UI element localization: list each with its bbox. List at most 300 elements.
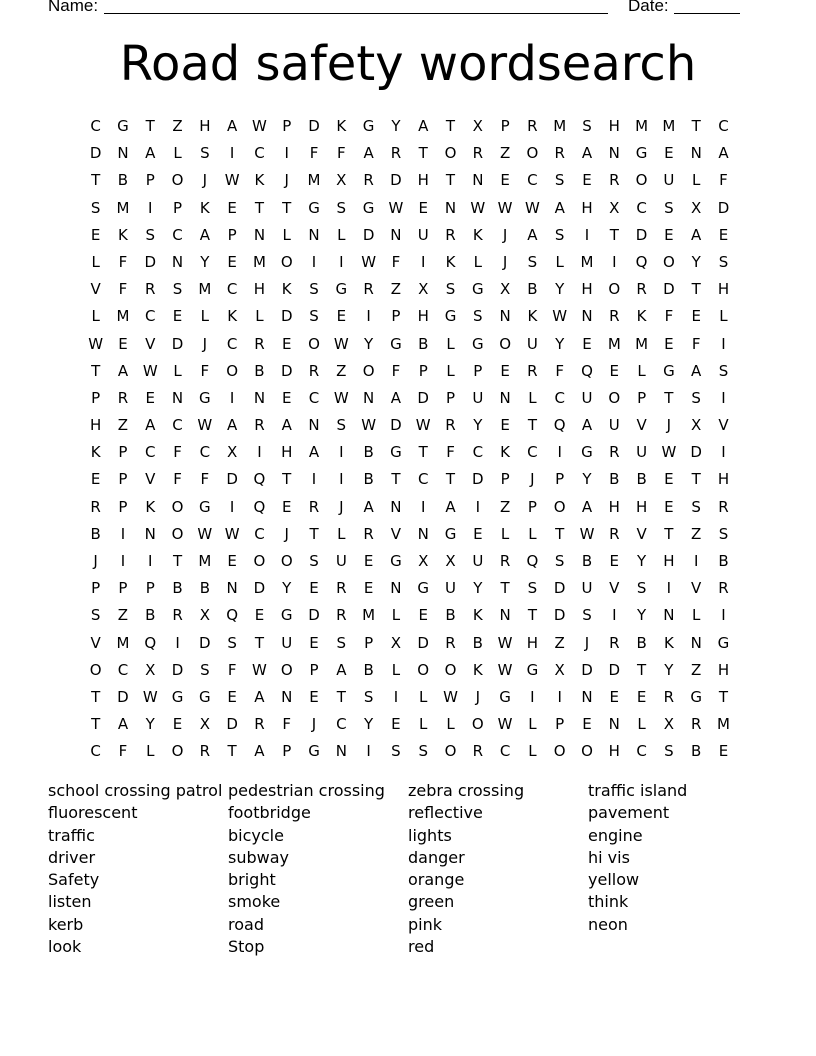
- grid-letter[interactable]: P: [227, 225, 237, 244]
- grid-letter[interactable]: N: [499, 606, 511, 625]
- grid-letter[interactable]: S: [554, 171, 565, 190]
- grid-letter[interactable]: H: [90, 416, 102, 435]
- grid-letter[interactable]: W: [579, 524, 595, 543]
- grid-letter[interactable]: E: [145, 388, 155, 407]
- grid-letter[interactable]: S: [582, 606, 592, 625]
- grid-letter[interactable]: T: [172, 552, 183, 570]
- grid-letter[interactable]: O: [662, 252, 675, 271]
- grid-letter[interactable]: M: [362, 606, 376, 625]
- grid-letter[interactable]: X: [445, 552, 456, 570]
- grid-letter[interactable]: N: [499, 307, 511, 326]
- grid-letter[interactable]: D: [690, 443, 702, 462]
- grid-letter[interactable]: K: [636, 307, 647, 326]
- grid-letter[interactable]: J: [311, 715, 317, 734]
- grid-letter[interactable]: R: [445, 633, 456, 652]
- grid-letter[interactable]: E: [281, 388, 292, 407]
- grid-letter[interactable]: C: [226, 280, 238, 299]
- grid-letter[interactable]: I: [175, 633, 180, 652]
- grid-letter[interactable]: L: [528, 524, 537, 543]
- grid-letter[interactable]: M: [252, 252, 266, 271]
- grid-letter[interactable]: T: [691, 280, 701, 299]
- grid-letter[interactable]: Q: [553, 416, 566, 435]
- grid-letter[interactable]: N: [308, 225, 320, 244]
- grid-letter[interactable]: B: [609, 470, 620, 489]
- grid-letter[interactable]: T: [309, 524, 319, 543]
- grid-letter[interactable]: Y: [582, 470, 592, 489]
- grid-letter[interactable]: V: [145, 470, 156, 489]
- grid-letter[interactable]: M: [717, 715, 730, 734]
- grid-letter[interactable]: A: [581, 416, 593, 435]
- grid-letter[interactable]: I: [721, 334, 726, 353]
- grid-letter[interactable]: R: [254, 416, 265, 435]
- grid-letter[interactable]: D: [581, 660, 593, 679]
- grid-letter[interactable]: E: [664, 225, 674, 244]
- grid-letter[interactable]: D: [390, 171, 402, 190]
- grid-letter[interactable]: N: [144, 524, 156, 543]
- grid-letter[interactable]: R: [472, 742, 484, 761]
- grid-letter[interactable]: S: [336, 633, 347, 652]
- grid-letter[interactable]: A: [117, 715, 129, 734]
- grid-letter[interactable]: J: [202, 171, 208, 190]
- grid-letter[interactable]: R: [690, 715, 702, 734]
- grid-letter[interactable]: T: [637, 660, 647, 679]
- grid-letter[interactable]: T: [391, 470, 401, 489]
- grid-letter[interactable]: X: [691, 416, 702, 435]
- grid-letter[interactable]: I: [366, 307, 371, 326]
- grid-letter[interactable]: S: [200, 660, 210, 679]
- grid-letter[interactable]: W: [470, 198, 486, 217]
- grid-letter[interactable]: D: [226, 715, 238, 734]
- grid-letter[interactable]: X: [418, 280, 429, 299]
- grid-letter[interactable]: H: [199, 117, 211, 135]
- grid-letter[interactable]: Y: [364, 334, 374, 353]
- grid-letter[interactable]: P: [118, 470, 128, 489]
- grid-letter[interactable]: E: [118, 334, 128, 353]
- grid-letter[interactable]: Q: [253, 470, 266, 489]
- grid-letter[interactable]: A: [581, 497, 593, 516]
- grid-letter[interactable]: F: [173, 443, 182, 462]
- grid-letter[interactable]: L: [500, 524, 510, 543]
- grid-letter[interactable]: O: [171, 524, 184, 543]
- grid-letter[interactable]: P: [145, 171, 155, 190]
- grid-letter[interactable]: X: [499, 280, 511, 299]
- grid-letter[interactable]: D: [472, 470, 484, 489]
- grid-letter[interactable]: H: [281, 443, 293, 462]
- grid-letter[interactable]: R: [254, 334, 265, 353]
- grid-letter[interactable]: I: [339, 470, 344, 489]
- grid-letter[interactable]: G: [362, 117, 375, 135]
- grid-letter[interactable]: E: [90, 225, 101, 244]
- grid-letter[interactable]: Y: [200, 252, 210, 271]
- grid-letter[interactable]: P: [173, 198, 183, 217]
- grid-letter[interactable]: W: [333, 388, 349, 407]
- grid-letter[interactable]: B: [90, 524, 101, 543]
- grid-letter[interactable]: R: [609, 633, 620, 652]
- grid-letter[interactable]: R: [308, 361, 320, 380]
- grid-letter[interactable]: V: [691, 579, 702, 598]
- grid-letter[interactable]: A: [718, 144, 729, 163]
- grid-letter[interactable]: O: [635, 171, 648, 190]
- grid-letter[interactable]: S: [90, 198, 101, 217]
- grid-letter[interactable]: E: [172, 715, 183, 734]
- grid-letter[interactable]: P: [364, 633, 374, 652]
- grid-letter[interactable]: P: [145, 579, 155, 598]
- grid-letter[interactable]: I: [229, 497, 235, 516]
- grid-letter[interactable]: S: [445, 280, 456, 299]
- grid-letter[interactable]: C: [472, 443, 484, 462]
- grid-letter[interactable]: S: [664, 198, 674, 217]
- grid-letter[interactable]: U: [526, 334, 538, 353]
- grid-letter[interactable]: S: [145, 225, 155, 244]
- grid-letter[interactable]: T: [527, 416, 537, 435]
- grid-letter[interactable]: M: [580, 252, 594, 271]
- grid-letter[interactable]: A: [254, 742, 265, 761]
- grid-letter[interactable]: H: [608, 742, 620, 761]
- grid-letter[interactable]: X: [199, 606, 210, 625]
- grid-letter[interactable]: Y: [555, 334, 565, 353]
- grid-letter[interactable]: R: [527, 361, 538, 380]
- grid-letter[interactable]: P: [500, 470, 510, 489]
- grid-letter[interactable]: O: [417, 660, 430, 679]
- grid-letter[interactable]: H: [417, 171, 429, 190]
- grid-letter[interactable]: C: [527, 171, 538, 190]
- grid-letter[interactable]: F: [118, 742, 128, 761]
- grid-letter[interactable]: F: [446, 443, 455, 462]
- grid-letter[interactable]: E: [254, 606, 265, 625]
- grid-letter[interactable]: N: [253, 225, 266, 244]
- grid-letter[interactable]: A: [227, 117, 238, 135]
- grid-letter[interactable]: G: [663, 361, 675, 380]
- grid-letter[interactable]: L: [528, 388, 537, 407]
- grid-letter[interactable]: B: [117, 171, 129, 190]
- grid-letter[interactable]: N: [444, 198, 457, 217]
- grid-letter[interactable]: E: [309, 579, 319, 598]
- grid-letter[interactable]: B: [472, 633, 483, 652]
- grid-letter[interactable]: G: [471, 280, 484, 299]
- grid-letter[interactable]: N: [171, 388, 184, 407]
- grid-letter[interactable]: W: [552, 307, 568, 326]
- grid-letter[interactable]: D: [308, 606, 320, 625]
- grid-letter[interactable]: P: [118, 443, 128, 462]
- grid-letter[interactable]: W: [415, 416, 431, 435]
- grid-letter[interactable]: W: [197, 416, 213, 435]
- grid-letter[interactable]: R: [718, 579, 729, 598]
- grid-letter[interactable]: L: [173, 144, 182, 163]
- grid-letter[interactable]: P: [500, 117, 510, 135]
- grid-letter[interactable]: L: [419, 687, 428, 706]
- grid-letter[interactable]: I: [475, 497, 481, 516]
- grid-letter[interactable]: O: [253, 552, 266, 570]
- grid-letter[interactable]: N: [390, 497, 402, 516]
- grid-letter[interactable]: U: [417, 225, 429, 244]
- grid-letter[interactable]: U: [472, 388, 484, 407]
- grid-letter[interactable]: P: [418, 361, 428, 380]
- grid-letter[interactable]: K: [445, 252, 456, 271]
- grid-letter[interactable]: S: [309, 552, 319, 570]
- grid-letter[interactable]: V: [636, 416, 647, 435]
- grid-letter[interactable]: I: [584, 225, 590, 244]
- grid-letter[interactable]: H: [608, 117, 620, 135]
- grid-letter[interactable]: X: [691, 198, 702, 217]
- grid-letter[interactable]: Z: [691, 660, 702, 679]
- grid-letter[interactable]: E: [227, 198, 237, 217]
- grid-letter[interactable]: S: [664, 742, 674, 761]
- grid-letter[interactable]: O: [581, 742, 593, 761]
- grid-letter[interactable]: R: [499, 552, 511, 570]
- grid-letter[interactable]: H: [663, 552, 675, 570]
- grid-letter[interactable]: N: [171, 252, 184, 271]
- grid-letter[interactable]: W: [224, 524, 240, 543]
- grid-letter[interactable]: L: [719, 307, 728, 326]
- grid-letter[interactable]: K: [663, 633, 674, 652]
- grid-letter[interactable]: Z: [117, 606, 129, 625]
- grid-letter[interactable]: D: [553, 579, 566, 598]
- grid-letter[interactable]: S: [691, 388, 701, 407]
- grid-letter[interactable]: Y: [391, 117, 401, 135]
- grid-letter[interactable]: L: [200, 307, 210, 326]
- grid-letter[interactable]: F: [200, 470, 210, 489]
- grid-letter[interactable]: V: [145, 334, 156, 353]
- grid-letter[interactable]: O: [308, 334, 320, 353]
- grid-letter[interactable]: E: [336, 307, 347, 326]
- grid-letter[interactable]: W: [224, 171, 240, 190]
- grid-letter[interactable]: D: [253, 579, 266, 598]
- grid-letter[interactable]: D: [390, 416, 402, 435]
- grid-letter[interactable]: C: [199, 443, 211, 462]
- grid-letter[interactable]: T: [91, 715, 101, 734]
- grid-letter[interactable]: O: [499, 334, 511, 353]
- grid-letter[interactable]: O: [280, 660, 293, 679]
- grid-letter[interactable]: O: [171, 742, 184, 761]
- grid-letter[interactable]: K: [472, 660, 483, 679]
- grid-letter[interactable]: G: [390, 552, 402, 570]
- grid-letter[interactable]: M: [635, 334, 649, 353]
- grid-letter[interactable]: B: [172, 579, 183, 598]
- grid-letter[interactable]: N: [253, 388, 266, 407]
- grid-letter[interactable]: K: [199, 198, 210, 217]
- grid-letter[interactable]: F: [118, 252, 128, 271]
- grid-letter[interactable]: O: [89, 660, 102, 679]
- grid-letter[interactable]: H: [717, 470, 730, 489]
- grid-letter[interactable]: F: [391, 361, 401, 380]
- grid-letter[interactable]: G: [581, 443, 593, 462]
- grid-letter[interactable]: M: [198, 280, 212, 299]
- grid-letter[interactable]: I: [721, 443, 726, 462]
- grid-letter[interactable]: U: [608, 416, 620, 435]
- grid-letter[interactable]: S: [336, 198, 347, 217]
- grid-letter[interactable]: G: [444, 307, 457, 326]
- grid-letter[interactable]: L: [555, 252, 564, 271]
- grid-letter[interactable]: T: [609, 225, 619, 244]
- grid-letter[interactable]: A: [281, 416, 292, 435]
- grid-letter[interactable]: E: [500, 171, 510, 190]
- grid-letter[interactable]: V: [609, 579, 620, 598]
- grid-letter[interactable]: Z: [336, 361, 347, 380]
- grid-letter[interactable]: V: [390, 524, 402, 543]
- grid-letter[interactable]: G: [471, 334, 484, 353]
- grid-letter[interactable]: A: [691, 225, 702, 244]
- grid-letter[interactable]: S: [418, 742, 428, 761]
- grid-letter[interactable]: Y: [473, 416, 483, 435]
- grid-letter[interactable]: H: [717, 280, 730, 299]
- grid-letter[interactable]: E: [309, 633, 319, 652]
- grid-letter[interactable]: H: [635, 497, 648, 516]
- grid-letter[interactable]: Y: [664, 660, 674, 679]
- grid-letter[interactable]: L: [146, 742, 155, 761]
- grid-letter[interactable]: X: [336, 171, 347, 190]
- grid-letter[interactable]: D: [663, 280, 675, 299]
- grid-letter[interactable]: J: [584, 633, 590, 652]
- grid-letter[interactable]: F: [391, 252, 401, 271]
- grid-letter[interactable]: F: [337, 144, 346, 163]
- grid-letter[interactable]: H: [581, 198, 593, 217]
- grid-letter[interactable]: T: [336, 687, 346, 706]
- grid-letter[interactable]: L: [528, 715, 537, 734]
- grid-letter[interactable]: E: [281, 334, 292, 353]
- grid-letter[interactable]: P: [555, 715, 565, 734]
- grid-letter[interactable]: R: [363, 171, 374, 190]
- grid-letter[interactable]: T: [691, 117, 701, 135]
- grid-letter[interactable]: I: [420, 497, 426, 516]
- grid-letter[interactable]: A: [581, 144, 593, 163]
- grid-letter[interactable]: G: [280, 606, 293, 625]
- grid-letter[interactable]: N: [363, 388, 375, 407]
- grid-letter[interactable]: T: [445, 117, 456, 135]
- grid-letter[interactable]: P: [118, 579, 128, 598]
- grid-letter[interactable]: R: [609, 171, 620, 190]
- grid-letter[interactable]: K: [500, 443, 511, 462]
- grid-letter[interactable]: G: [308, 742, 320, 761]
- grid-letter[interactable]: J: [502, 252, 508, 271]
- grid-letter[interactable]: U: [636, 443, 648, 462]
- grid-letter[interactable]: S: [527, 252, 538, 271]
- grid-letter[interactable]: L: [446, 715, 455, 734]
- grid-letter[interactable]: H: [253, 280, 266, 299]
- grid-letter[interactable]: I: [148, 198, 153, 217]
- grid-letter[interactable]: X: [554, 660, 565, 679]
- grid-letter[interactable]: R: [609, 524, 620, 543]
- grid-letter[interactable]: D: [717, 198, 730, 217]
- grid-letter[interactable]: A: [308, 443, 320, 462]
- grid-letter[interactable]: R: [308, 497, 320, 516]
- grid-letter[interactable]: C: [417, 470, 429, 489]
- grid-letter[interactable]: E: [391, 715, 401, 734]
- grid-letter[interactable]: R: [117, 388, 129, 407]
- grid-letter[interactable]: S: [90, 606, 101, 625]
- grid-letter[interactable]: E: [418, 606, 428, 625]
- grid-letter[interactable]: D: [417, 633, 429, 652]
- grid-letter[interactable]: A: [363, 144, 374, 163]
- grid-letter[interactable]: F: [555, 361, 565, 380]
- grid-letter[interactable]: N: [117, 144, 129, 163]
- grid-letter[interactable]: C: [90, 742, 101, 761]
- grid-letter[interactable]: C: [254, 524, 265, 543]
- grid-letter[interactable]: C: [499, 742, 511, 761]
- grid-letter[interactable]: N: [690, 633, 702, 652]
- grid-letter[interactable]: M: [116, 633, 130, 652]
- grid-letter[interactable]: E: [473, 524, 483, 543]
- grid-letter[interactable]: N: [472, 171, 484, 190]
- grid-letter[interactable]: M: [307, 171, 321, 190]
- grid-letter[interactable]: E: [281, 497, 292, 516]
- grid-letter[interactable]: T: [145, 117, 155, 135]
- grid-letter[interactable]: S: [554, 552, 565, 570]
- grid-letter[interactable]: C: [226, 334, 238, 353]
- grid-letter[interactable]: C: [145, 307, 156, 326]
- grid-letter[interactable]: S: [473, 307, 483, 326]
- grid-letter[interactable]: B: [363, 470, 374, 489]
- grid-letter[interactable]: P: [527, 497, 537, 516]
- grid-letter[interactable]: P: [473, 361, 483, 380]
- grid-letter[interactable]: Z: [499, 144, 511, 163]
- grid-letter[interactable]: A: [527, 225, 538, 244]
- grid-letter[interactable]: T: [664, 524, 674, 543]
- grid-letter[interactable]: K: [118, 225, 128, 244]
- grid-letter[interactable]: K: [90, 443, 101, 462]
- grid-letter[interactable]: N: [390, 225, 402, 244]
- grid-letter[interactable]: Z: [390, 280, 402, 299]
- grid-letter[interactable]: P: [309, 660, 319, 679]
- grid-letter[interactable]: W: [333, 334, 349, 353]
- grid-letter[interactable]: A: [117, 361, 129, 380]
- grid-letter[interactable]: I: [721, 388, 726, 407]
- grid-letter[interactable]: Z: [554, 633, 565, 652]
- grid-letter[interactable]: I: [721, 606, 726, 625]
- grid-letter[interactable]: E: [664, 497, 674, 516]
- grid-letter[interactable]: Y: [637, 552, 647, 570]
- grid-letter[interactable]: O: [171, 171, 184, 190]
- grid-letter[interactable]: R: [390, 144, 402, 163]
- grid-letter[interactable]: D: [226, 470, 238, 489]
- grid-letter[interactable]: W: [524, 198, 540, 217]
- grid-letter[interactable]: R: [90, 497, 101, 516]
- grid-letter[interactable]: N: [281, 687, 293, 706]
- grid-letter[interactable]: H: [717, 660, 730, 679]
- grid-letter[interactable]: R: [718, 497, 729, 516]
- grid-letter[interactable]: K: [472, 225, 483, 244]
- grid-letter[interactable]: B: [199, 579, 210, 598]
- grid-letter[interactable]: E: [691, 307, 701, 326]
- grid-letter[interactable]: I: [557, 687, 562, 706]
- grid-letter[interactable]: N: [308, 416, 320, 435]
- grid-letter[interactable]: R: [145, 280, 156, 299]
- grid-letter[interactable]: D: [199, 633, 211, 652]
- grid-letter[interactable]: K: [281, 280, 292, 299]
- grid-letter[interactable]: W: [361, 416, 377, 435]
- grid-letter[interactable]: I: [257, 443, 262, 462]
- grid-letter[interactable]: F: [200, 361, 210, 380]
- grid-letter[interactable]: A: [418, 117, 429, 135]
- name-line[interactable]: [104, 13, 608, 14]
- grid-letter[interactable]: J: [93, 552, 98, 570]
- grid-letter[interactable]: M: [116, 198, 130, 217]
- grid-letter[interactable]: J: [666, 416, 672, 435]
- grid-letter[interactable]: X: [472, 117, 483, 135]
- grid-letter[interactable]: W: [497, 633, 513, 652]
- grid-letter[interactable]: J: [339, 497, 344, 516]
- grid-letter[interactable]: A: [145, 416, 156, 435]
- grid-letter[interactable]: L: [692, 606, 701, 625]
- grid-letter[interactable]: E: [309, 687, 319, 706]
- grid-letter[interactable]: T: [282, 198, 292, 217]
- grid-letter[interactable]: E: [718, 742, 729, 761]
- grid-letter[interactable]: I: [366, 742, 371, 761]
- grid-letter[interactable]: S: [718, 252, 729, 271]
- grid-letter[interactable]: B: [363, 443, 374, 462]
- grid-letter[interactable]: T: [282, 470, 292, 489]
- grid-letter[interactable]: C: [527, 443, 538, 462]
- grid-letter[interactable]: R: [527, 117, 538, 135]
